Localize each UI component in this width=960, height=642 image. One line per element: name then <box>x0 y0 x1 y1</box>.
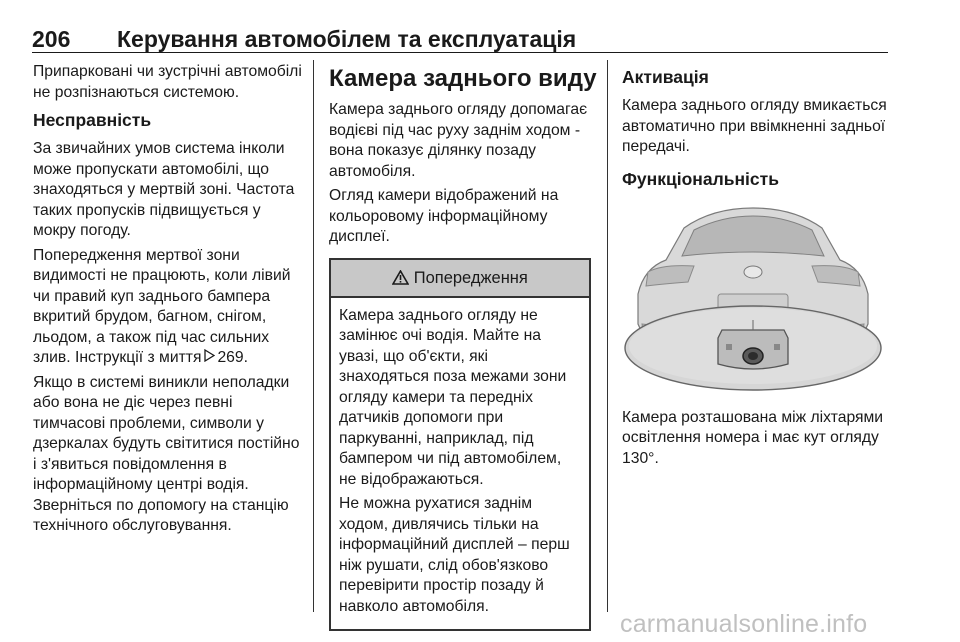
header-rule <box>32 52 888 53</box>
fault-paragraph-2 <box>33 246 303 369</box>
section-title: Камера заднього виду <box>329 65 597 92</box>
functionality-heading: Функціональність <box>622 168 779 189</box>
fault-heading: Несправність <box>33 110 152 130</box>
page-reference-arrow-icon <box>204 348 215 369</box>
page-reference-link[interactable]: 269. <box>217 349 248 366</box>
activation-heading: Активація <box>622 67 709 87</box>
rear-camera-illustration <box>622 198 884 398</box>
warning-box <box>329 258 591 632</box>
page-number: 206 <box>32 26 71 52</box>
column-left <box>33 62 303 541</box>
warning-body <box>331 298 589 630</box>
column-right <box>622 66 894 473</box>
camera-paragraph-2: Огляд камери відображений на кольоровому інформаційному дисплеї. <box>329 187 559 245</box>
column-divider-1 <box>313 60 314 612</box>
chapter-title: Керування автомобілем та експлуатація <box>117 26 577 52</box>
fault-paragraph-1: За звичайних умов система інколи може пропускати автомобілі, що знаходяться у мертвій зоні. Частота таких пропусків підвищується у мокру погоду. <box>33 140 295 239</box>
camera-paragraph-1: Камера заднього огляду допомагає водієві під час руху заднім ходом - вона показує ділянку позаду автомобіля. <box>329 101 588 180</box>
warning-title: Попередження <box>413 268 528 287</box>
fault-paragraph-3: Якщо в системі виникли неполадки або вона не діє через певні тимчасові проблеми, символи у дзеркалах будуть світитися постійно і з'явиться повідомлення в інформаційному центрі водія. Зверніться по допомогу на станцію технічного обслуговування. <box>33 373 300 534</box>
activation-paragraph: Камера заднього огляду вмикається автоматично при ввімкненні задньої передачі. <box>622 97 887 155</box>
column-middle <box>329 66 601 631</box>
column-divider-2 <box>607 60 608 612</box>
warning-triangle-icon <box>392 269 409 287</box>
watermark: carmanualsonline.info <box>620 610 868 638</box>
warning-paragraph-2: Не можна рухатися заднім ходом, дивлячись тільки на інформаційний дисплей – перш ніж рушати, слід обов'язково перевірити простір позаду й навколо автомобіля. <box>339 495 570 615</box>
warning-header <box>331 260 589 298</box>
page-header <box>32 26 888 52</box>
warning-paragraph-1: Камера заднього огляду не замінює очі водія. Майте на увазі, що об'єкти, які знаходяться поза межами зони огляду камери та передніх датчиків допомоги при паркуванні, наприклад, під бампером чи під автомобілем, не відображаються. <box>339 306 567 488</box>
figure-caption: Камера розташована між ліхтарями освітлення номера і має кут огляду 130°. <box>622 408 884 467</box>
intro-paragraph: Припарковані чи зустрічні автомобілі не розпізнаються системою. <box>33 63 302 101</box>
fault-paragraph-2-text: Попередження мертвої зони видимості не працюють, коли лівий чи правий куп заднього бампера вкритий брудом, багном, снігом, льодом, а також під час сильних злив. Інструкції з миття <box>33 246 291 366</box>
